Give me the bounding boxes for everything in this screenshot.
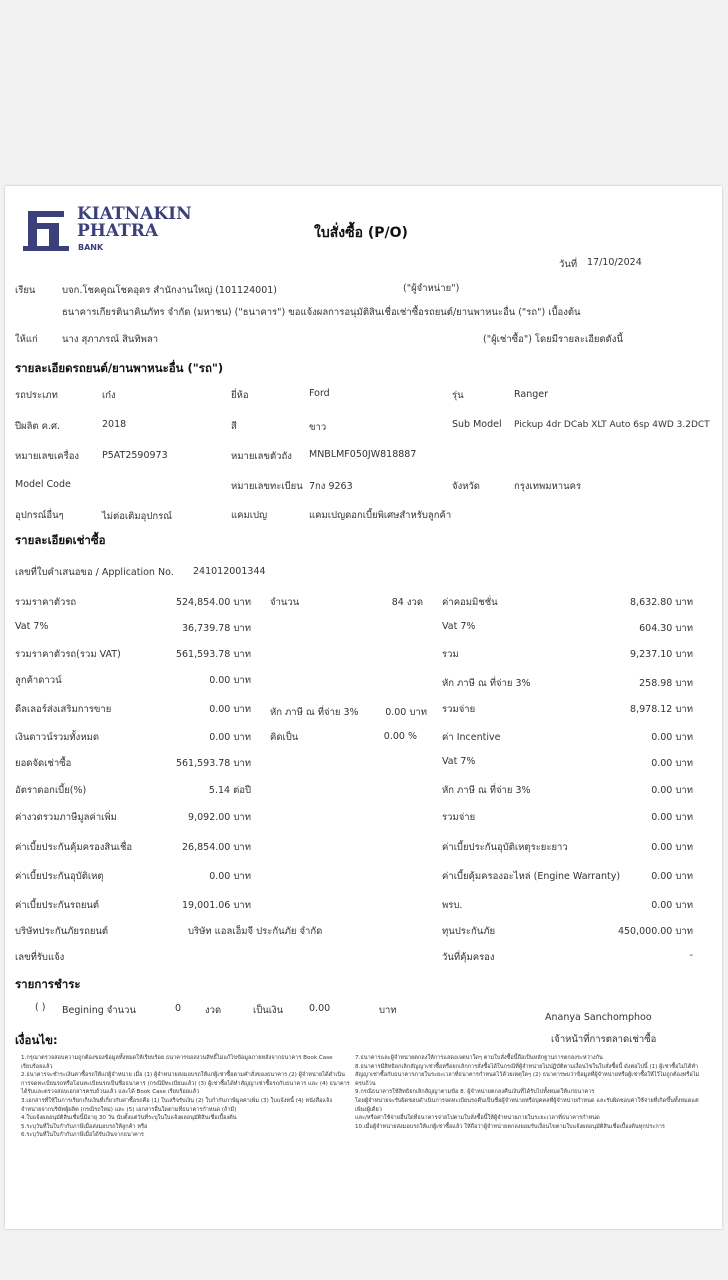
accessory-label: อุปกรณ์อื่นๆ xyxy=(15,510,64,521)
hire-left-value: 561,593.78 บาท xyxy=(175,649,251,660)
give-value: นาง สุภาภรณ์ สินทิพลา xyxy=(62,334,159,345)
vehicle-model-value: Ranger xyxy=(514,389,549,400)
hire-left-value: 561,593.78 บาท xyxy=(175,758,251,769)
payment-section-title: รายการชำระ xyxy=(15,977,81,991)
engine-number-value: P5AT2590973 xyxy=(102,450,168,461)
hire-left-value: 0.00 บาท xyxy=(209,675,251,686)
hire-right-label: ทุนประกันภัย xyxy=(442,926,496,937)
currency-label: บาท xyxy=(379,1005,397,1016)
hire-right-label: ค่าเบี้ยประกันอุบัติเหตุระยะยาว xyxy=(442,842,568,853)
hire-left-label: ค่าเบี้ยประกันรถยนต์ xyxy=(15,900,100,911)
hire-left-value: 9,092.00 บาท xyxy=(188,812,251,823)
province-value: กรุงเทพมหานคร xyxy=(514,481,582,492)
logo-line1: KIATNAKIN xyxy=(77,204,192,224)
hire-right-value: 0.00 บาท xyxy=(651,785,693,796)
campaign-label: แคมเปญ xyxy=(231,510,268,521)
hire-right-value: 0.00 บาท xyxy=(651,812,693,823)
hire-right-label: หัก ภาษี ณ ที่จ่าย 3% xyxy=(442,785,531,796)
mid-wht-value: 0.00 บาท xyxy=(385,707,427,718)
installments-value: 84 งวด xyxy=(391,597,423,608)
condition-item: และ/หรือค่าใช้จ่ายอื่นใดที่ธนาคารจ่ายไปตามใบสั่งซื้อนี้ให้ผู้จำหน่ายภายในระยะเวลาที่ธนาคารกำหนด xyxy=(355,1115,600,1122)
hire-right-label: ค่าคอมมิชชั่น xyxy=(442,597,498,608)
hire-left-label: ค่าเบี้ยประกันคุ้มครองสินเชื่อ xyxy=(15,842,133,853)
amount-label: เป็นเงิน xyxy=(253,1005,284,1016)
date-label: วันที่ xyxy=(559,259,578,270)
hire-left-value: 524,854.00 บาท xyxy=(175,597,251,608)
hire-section-title: รายละเอียดเช่าซื้อ xyxy=(15,533,106,547)
model-code-label: Model Code xyxy=(15,479,71,490)
hire-left-label: ค่างวดรวมภาษีมูลค่าเพิ่ม xyxy=(15,812,117,823)
hire-right-value: 450,000.00 บาท xyxy=(617,926,693,937)
vehicle-type-label: รถประเภท xyxy=(15,390,58,401)
begin-unit: งวด xyxy=(205,1005,222,1016)
hire-right-label: Vat 7% xyxy=(442,756,476,767)
hire-left-label: บริษัทประกันภัยรถยนต์ xyxy=(15,926,109,937)
hire-left-label: ดีลเลอร์ส่งเสริมการขาย xyxy=(15,704,112,715)
condition-item: 1.กรุณาตรวจสอบความถูกต้องของข้อมูลทั้งหมดให้เรียบร้อย ธนาคารขอสงวนสิทธิ์ไม่แก้ไขข้อมูลภายหลังจากธนาคาร Book Case เรียบร้อยแล้ว xyxy=(21,1055,333,1070)
approval-statement: ธนาคารเกียรตินาคินภัทร จำกัด (มหาชน) ("ธนาคาร") ขอแจ้งผลการอนุมัติสินเชื่อเช่าซื้อรถยนต์/ยานพาหนะอื่น ("รถ") เบื้องต้น xyxy=(62,307,581,318)
hire-left-value: 0.00 บาท xyxy=(209,871,251,882)
vehicle-color-value: ขาว xyxy=(309,422,327,433)
vehicle-section-title: รายละเอียดรถยนต์/ยานพาหนะอื่น ("รถ") xyxy=(15,361,224,375)
hire-right-value: 0.00 บาท xyxy=(651,758,693,769)
hire-left-label: เลขที่รับแจ้ง xyxy=(15,952,65,963)
hire-left-label: ลูกค้าดาวน์ xyxy=(15,675,62,686)
payment-checkbox[interactable]: ( ) xyxy=(35,1002,46,1013)
hire-left-value: 0.00 บาท xyxy=(209,732,251,743)
purchase-order-document xyxy=(5,186,722,1229)
hire-right-label: Vat 7% xyxy=(442,621,476,632)
application-number-value: 241012001344 xyxy=(193,566,266,577)
conditions-title: เงื่อนไข: xyxy=(15,1033,58,1047)
hire-right-label: พรบ. xyxy=(442,900,463,911)
hire-right-label: หัก ภาษี ณ ที่จ่าย 3% xyxy=(442,678,531,689)
hire-right-value: 0.00 บาท xyxy=(651,732,693,743)
logo-line2: PHATRA xyxy=(77,221,159,241)
amount-value: 0.00 xyxy=(309,1003,331,1014)
condition-item: 9.กรณีธนาคารใช้สิทธิยกเลิกสัญญาตามข้อ 8. ผู้จำหน่ายตกลงคืนเงินที่ได้รับไปทั้งหมดให้แก่ธนาคาร xyxy=(355,1089,595,1096)
condition-item: 3.เอกสารที่ใช้ในการเรียกเก็บเงินที่เกี่ยวกับค่าซื้อรถคือ (1) ใบเสร็จรับเงิน (2) ใบกำกับภาษีมูลค่าเพิ่ม (3) ใบแจ้งหนี้ (4) หนังสือแจ้งจำหน่ายจากบริษัทผู้ผลิต (กรณีรถใหม่) และ (5) เอกสารอื่นใดตามที่ธนาคารกำหนด (ถ้ามี) xyxy=(21,1097,333,1113)
hire-right-value: 258.98 บาท xyxy=(639,678,693,689)
hire-left-value: 19,001.06 บาท xyxy=(182,900,251,911)
vehicle-brand-value: Ford xyxy=(309,388,330,399)
condition-item: 7.ธนาคารและผู้จำหน่ายตกลงให้การแสดงเจตนาใดๆ ตามใบสั่งซื้อนี้ถือเป็นหลักฐานการตกลงระหว่างกัน xyxy=(355,1055,603,1061)
hire-left-value: 36,739.78 บาท xyxy=(182,623,251,634)
hire-right-label: รวมจ่าย xyxy=(442,704,476,715)
chassis-number-label: หมายเลขตัวถัง xyxy=(231,451,292,462)
vehicle-submodel-value: Pickup 4dr DCab XLT Auto 6sp 4WD 3.2DCT xyxy=(514,420,710,430)
condition-item: 5.ระบุวันที่ในใบกำกับภาษีเมื่อส่งมอบรถให้ลูกค้า หรือ xyxy=(21,1123,148,1130)
logo-wordmark xyxy=(77,206,192,240)
date-value: 17/10/2024 xyxy=(587,257,642,268)
begin-count: 0 xyxy=(175,1003,182,1014)
condition-item: 6.ระบุวันที่ในใบกำกับภาษีเมื่อได้รับเงินจากธนาคาร xyxy=(21,1132,144,1139)
officer-role: เจ้าหน้าที่การตลาดเช่าซื้อ xyxy=(551,1034,657,1045)
hire-left-label: เงินดาวน์รวมทั้งหมด xyxy=(15,732,100,743)
hire-right-label: วันที่คุ้มครอง xyxy=(442,952,495,963)
condition-item: 2.ธนาคารจะชำระเงินค่าซื้อรถให้แก่ผู้จำหน่าย เมื่อ (1) ผู้จำหน่ายส่งมอบรถให้แก่ผู้เช่าซื้อตามคำสั่งของธนาคาร (2) ผู้จำหน่ายได้ดำเนินการจดทะเบียนรถหรือโอนทะเบียนรถเป็นชื่อธนาคาร (กรณีมีทะเบียนแล้ว) (3) ผู้เช่าซื้อได้ทำสัญญาเช่าซื้อรถกับธนาคาร และ (4) ธนาคารได้รับและตรวจสอบเอกสารครบถ้วนแล้ว และได้ Book Case เรียบร้อยแล้ว xyxy=(21,1072,350,1096)
give-role: ("ผู้เช่าซื้อ") โดยมีรายละเอียดดังนี้ xyxy=(483,334,623,345)
hire-right-value: - xyxy=(689,950,693,961)
hire-right-value: 0.00 บาท xyxy=(651,871,693,882)
hire-right-label: รวม xyxy=(442,649,459,660)
hire-right-value: 0.00 บาท xyxy=(651,900,693,911)
vehicle-type-value: เก๋ง xyxy=(102,390,116,401)
vehicle-color-label: สี xyxy=(231,421,237,432)
vehicle-model-label: รุ่น xyxy=(452,390,464,401)
condition-item: 4.ใบแจ้งผลอนุมัติสินเชื่อนี้มีอายุ 30 วัน นับตั้งแต่วันที่ระบุในใบแจ้งผลอนุมัติสินเชื่อเบื้องต้น xyxy=(21,1115,237,1122)
vehicle-brand-label: ยี่ห้อ xyxy=(231,390,249,401)
hire-right-label: ค่าเบี้ยคุ้มครองอะไหล่ (Engine Warranty) xyxy=(442,871,621,882)
hire-right-label: ค่า Incentive xyxy=(442,732,501,743)
hire-left-value: 0.00 บาท xyxy=(209,704,251,715)
hire-left-label: รวมราคาตัวรถ(รวม VAT) xyxy=(15,649,121,660)
officer-name: Ananya Sanchomphoo xyxy=(545,1012,652,1023)
hire-right-label: รวมจ่าย xyxy=(442,812,476,823)
condition-item: 8.ธนาคารมีสิทธิยกเลิกสัญญาเช่าซื้อหรือยกเลิกการสั่งซื้อได้ในกรณีที่ผู้จำหน่ายไม่ปฏิบัติตามเงื่อนไขในใบสั่งซื้อนี้ ดังต่อไปนี้ (1) ผู้เช่าซื้อไม่ได้ทำสัญญาเช่าซื้อกับธนาคารภายในระยะเวลาที่ธนาคารกำหนดไว้ด้วยเหตุใดๆ (2) ธนาคารพบว่าข้อมูลที่ผู้จำหน่ายหรือผู้เช่าซื้อให้ไว้ไม่ถูกต้องหรือไม่ครบถ้วน xyxy=(355,1063,700,1087)
logo-line3: BANK xyxy=(78,243,104,252)
hire-right-value: 0.00 บาท xyxy=(651,842,693,853)
mid-calc-label: คิดเป็น xyxy=(270,732,299,743)
conditions-left-list xyxy=(21,1054,351,1140)
conditions-right-list xyxy=(355,1054,705,1131)
condition-item: 10.เมื่อผู้จำหน่ายส่งมอบรถให้แก่ผู้เช่าซื้อแล้ว ให้ถือว่าผู้จำหน่ายตกลงยอมรับเงื่อนไขตามใบแจ้งผลอนุมัติสินเชื่อเบื้องต้นทุกประการ xyxy=(355,1123,665,1130)
hire-right-value: 8,632.80 บาท xyxy=(630,597,693,608)
hire-left-label: Vat 7% xyxy=(15,621,49,632)
campaign-value: แคมเปญดอกเบี้ยพิเศษสำหรับลูกค้า xyxy=(309,510,452,521)
vehicle-year-value: 2018 xyxy=(102,419,127,430)
accessory-value: ไม่ต่อเติมอุปกรณ์ xyxy=(102,511,172,522)
vehicle-submodel-label: Sub Model xyxy=(452,419,502,430)
installments-label: จำนวน xyxy=(270,597,300,608)
document-title: ใบสั่งซื้อ (P/O) xyxy=(314,225,408,241)
hire-right-value: 604.30 บาท xyxy=(639,623,693,634)
to-label: เรียน xyxy=(15,285,36,296)
application-number-label: เลขที่ใบคำเสนอขอ / Application No. xyxy=(15,567,174,578)
begin-label: Begining จำนวน xyxy=(62,1005,136,1016)
hire-right-value: 9,237.10 บาท xyxy=(630,649,693,660)
hire-right-value: 8,978.12 บาท xyxy=(630,704,693,715)
hire-left-value: บริษัท แอลเอ็มจี ประกันภัย จำกัด xyxy=(188,926,323,937)
to-role: ("ผู้จำหน่าย") xyxy=(403,283,460,294)
hire-left-label: ยอดจัดเช่าซื้อ xyxy=(15,758,72,769)
hire-left-label: อัตราดอกเบี้ย(%) xyxy=(15,785,87,796)
hire-left-value: 5.14 ต่อปี xyxy=(208,785,251,796)
province-label: จังหวัด xyxy=(452,481,480,492)
vehicle-year-label: ปีผลิต ค.ศ. xyxy=(15,421,61,432)
kiatnakin-phatra-logo-icon xyxy=(23,208,69,252)
to-value: บจก.โชคคูณโชคอุดร สำนักงานใหญ่ (101124001) xyxy=(62,285,278,296)
plate-number-label: หมายเลขทะเบียน xyxy=(231,481,303,492)
condition-item: โดยผู้จำหน่ายจะรับผิดชอบดำเนินการจดทะเบียนรถคืนเป็นชื่อผู้จำหน่ายหรือบุคคลที่ผู้จำหน่ายกำหนด และรับผิดชอบค่าใช้จ่ายที่เกิดขึ้นทั้งหมดแต่เพียงผู้เดียว xyxy=(355,1097,699,1113)
plate-number-value: 7กง 9263 xyxy=(309,481,353,492)
hire-left-value: 26,854.00 บาท xyxy=(182,842,251,853)
chassis-number-value: MNBLMF050JW818887 xyxy=(309,449,417,460)
mid-wht-label: หัก ภาษี ณ ที่จ่าย 3% xyxy=(270,707,359,718)
give-label: ให้แก่ xyxy=(15,334,38,345)
hire-left-label: รวมราคาตัวรถ xyxy=(15,597,77,608)
engine-number-label: หมายเลขเครื่อง xyxy=(15,451,80,462)
mid-calc-value: 0.00 % xyxy=(383,731,417,742)
hire-left-label: ค่าเบี้ยประกันอุบัติเหตุ xyxy=(15,871,104,882)
